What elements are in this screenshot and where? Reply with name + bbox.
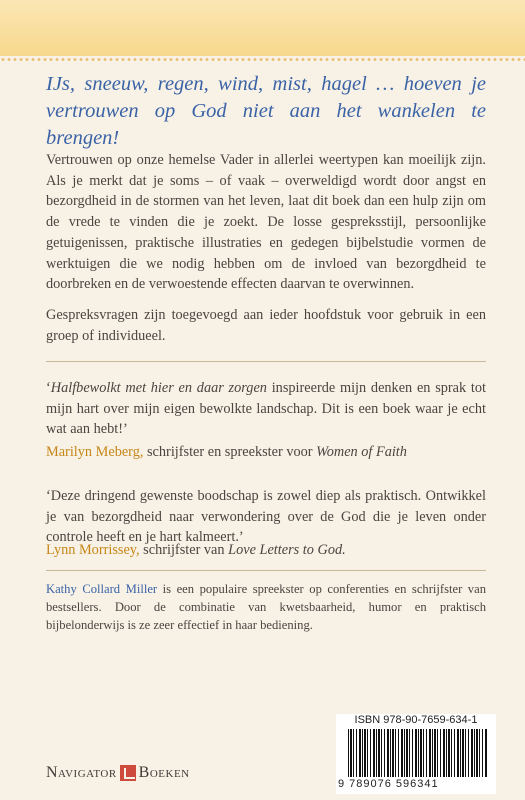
endorser-org: Love Letters to God. bbox=[228, 542, 346, 558]
endorser-role: schrijfster en spreekster voor bbox=[143, 444, 317, 460]
divider-bottom bbox=[46, 570, 486, 571]
quote-text: inspireerde mijn denken en sprak tot mijn hart over mijn eigen bewolkte landschap. Dit is een boek waar je echt wat aan hebt!’ bbox=[46, 380, 486, 438]
endorsement-attribution-1 bbox=[46, 442, 486, 463]
endorsement-attribution-2 bbox=[46, 540, 486, 561]
barcode-bars bbox=[348, 729, 488, 777]
barcode-digits: 9 789076 596341 bbox=[338, 778, 439, 790]
publisher-logo bbox=[46, 762, 190, 784]
endorser-org: Women of Faith bbox=[316, 444, 407, 460]
endorser-name: Lynn Morrissey, bbox=[46, 542, 140, 558]
top-color-band bbox=[0, 0, 525, 56]
publisher-name-right: Boeken bbox=[138, 764, 190, 781]
author-name: Kathy Collard Miller bbox=[46, 582, 158, 596]
publisher-mark-icon bbox=[120, 765, 136, 781]
body-paragraph-2: Gespreksvragen zijn toegevoegd aan ieder hoofdstuk voor gebruik in een groep of individueel. bbox=[46, 307, 486, 344]
quote-open-mark: ‘ bbox=[46, 380, 51, 396]
isbn-label: ISBN 978-90-7659-634-1 bbox=[354, 714, 478, 726]
endorser-name: Marilyn Meberg, bbox=[46, 444, 144, 460]
endorsement-quote-2: ‘Deze dringend gewenste boodschap is zowel diep als praktisch. Ontwikkel je van bezorgdheid naar verwondering over de God die je leven onder controle heeft en je hart kalmeert.’ bbox=[46, 488, 486, 546]
author-bio-text: is een populaire spreekster op conferenties en schrijfster van bestsellers. Door de combinatie van kwetsbaarheid, humor en praktisch bijbelonderwijs is ze zeer effectief in haar bediening. bbox=[46, 582, 486, 632]
divider-top bbox=[46, 361, 486, 362]
barcode bbox=[336, 714, 496, 794]
book-title: Halfbewolkt met hier en daar zorgen bbox=[50, 380, 267, 396]
endorsement-quote-1 bbox=[46, 378, 486, 440]
headline: IJs, sneeuw, regen, wind, mist, hagel … hoeven je vertrouwen op God niet aan het wankelen te brengen! bbox=[46, 73, 486, 149]
endorser-role: schrijfster van bbox=[139, 542, 229, 558]
publisher-name-left: Navigator bbox=[46, 764, 117, 781]
author-bio bbox=[46, 580, 486, 634]
body-paragraph-1: Vertrouwen op onze hemelse Vader in allerlei weertypen kan moeilijk zijn. Als je merkt dat je soms – of vaak – overweldigd wordt door angst en bezorgdheid in de stormen van het leven, laat dit boek dan een hulp zijn om de vrede te vinden die je zoekt. De losse gespreksstijl, persoonlijke getuigenissen, praktische illustraties en gedegen bijbelstudie vormen de werktuigen die we nodig hebben om de invloed van bezorgdheid te doorbreken en de verwoestende effecten daarvan te overwinnen. bbox=[46, 152, 486, 293]
dotted-border bbox=[0, 56, 525, 63]
